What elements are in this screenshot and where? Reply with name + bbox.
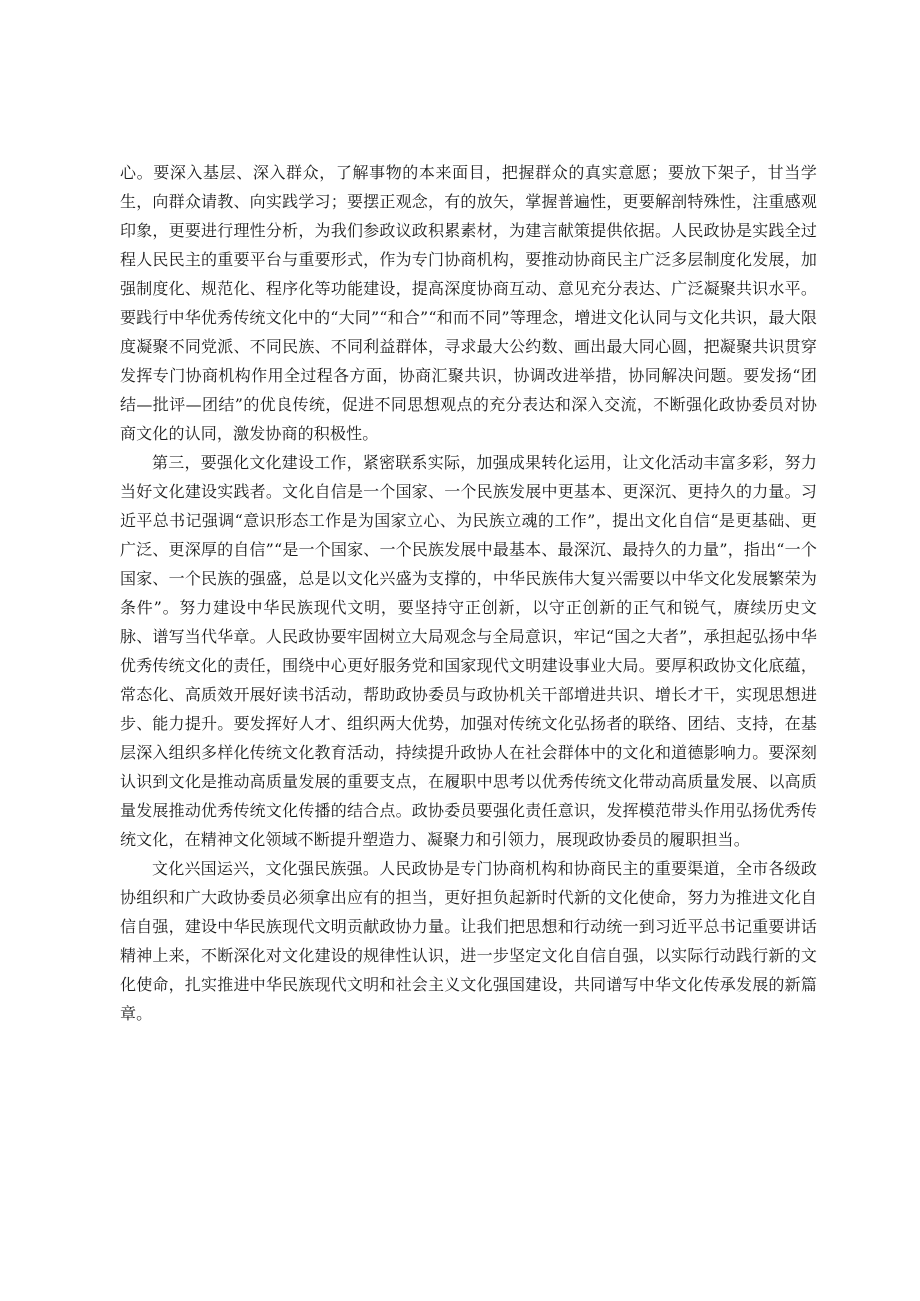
paragraph-continuation: 心。要深入基层、深入群众，了解事物的本来面目，把握群众的真实意愿；要放下架子，甘当学生，向群众请教、向实践学习；要摆正观念，有的放矢，掌握普遍性，更要解剖特殊性，注重感观印象，更要进行理性分析，为我们参政议政积累素材，为建言献策提供依据。人民政协是实践全过程人民民主的重要平台与重要形式，作为专门协商机构，要推动协商民主广泛多层制度化发展，加强制度化、规范化、程序化等功能建设，提高深度协商互动、意见充分表达、广泛凝聚共识水平。要践行中华优秀传统文化中的“大同”“和合”“和而不同”等理念，增进文化认同与文化共识，最大限度凝聚不同党派、不同民族、不同利益群体，寻求最大公约数、画出最大同心圆，把凝聚共识贯穿发挥专门协商机构作用全过程各方面，协商汇聚共识，协调改进举措，协同解决问题。要发扬“团结—批评—团结”的优良传统，促进不同思想观点的充分表达和深入交流，不断强化政协委员对协商文化的认同，激发协商的积极性。	[120, 163, 817, 443]
document-body	[120, 158, 817, 1028]
paragraph-third-point: 第三，要强化文化建设工作，紧密联系实际，加强成果转化运用，让文化活动丰富多彩，努力当好文化建设实践者。文化自信是一个国家、一个民族发展中更基本、更深沉、更持久的力量。习近平总书记强调“意识形态工作是为国家立心、为民族立魂的工作”，提出文化自信“是更基础、更广泛、更深厚的自信”“是一个国家、一个民族发展中最基本、最深沉、最持久的力量”，指出“一个国家、一个民族的强盛，总是以文化兴盛为支撑的，中华民族伟大复兴需要以中华文化发展繁荣为条件”。努力建设中华民族现代文明，要坚持守正创新，以守正创新的正气和锐气，赓续历史文脉、谱写当代华章。人民政协要牢固树立大局观念与全局意识，牢记“国之大者”，承担起弘扬中华优秀传统文化的责任，围绕中心更好服务党和国家现代文明建设事业大局。要厚积政协文化底蕴，常态化、高质效开展好读书活动，帮助政协委员与政协机关干部增进共识、增长才干，实现思想进步、能力提升。要发挥好人才、组织两大优势，加强对传统文化弘扬者的联络、团结、支持，在基层深入组织多样化传统文化教育活动，持续提升政协人在社会群体中的文化和道德影响力。要深刻认识到文化是推动高质量发展的重要支点，在履职中思考以优秀传统文化带动高质量发展、以高质量发展推动优秀传统文化传播的结合点。政协委员要强化责任意识，发挥模范带头作用弘扬优秀传统文化，在精神文化领域不断提升塑造力、凝聚力和引领力，展现政协委员的履职担当。	[120, 453, 817, 849]
paragraph-conclusion: 文化兴国运兴，文化强民族强。人民政协是专门协商机构和协商民主的重要渠道，全市各级政协组织和广大政协委员必须拿出应有的担当，更好担负起新时代新的文化使命，努力为推进文化自信自强，建设中华民族现代文明贡献政协力量。让我们把思想和行动统一到习近平总书记重要讲话精神上来，不断深化对文化建设的规律性认识，进一步坚定文化自信自强，以实际行动践行新的文化使命，扎实推进中华民族现代文明和社会主义文化强国建设，共同谱写中华文化传承发展的新篇章。	[120, 859, 817, 1023]
